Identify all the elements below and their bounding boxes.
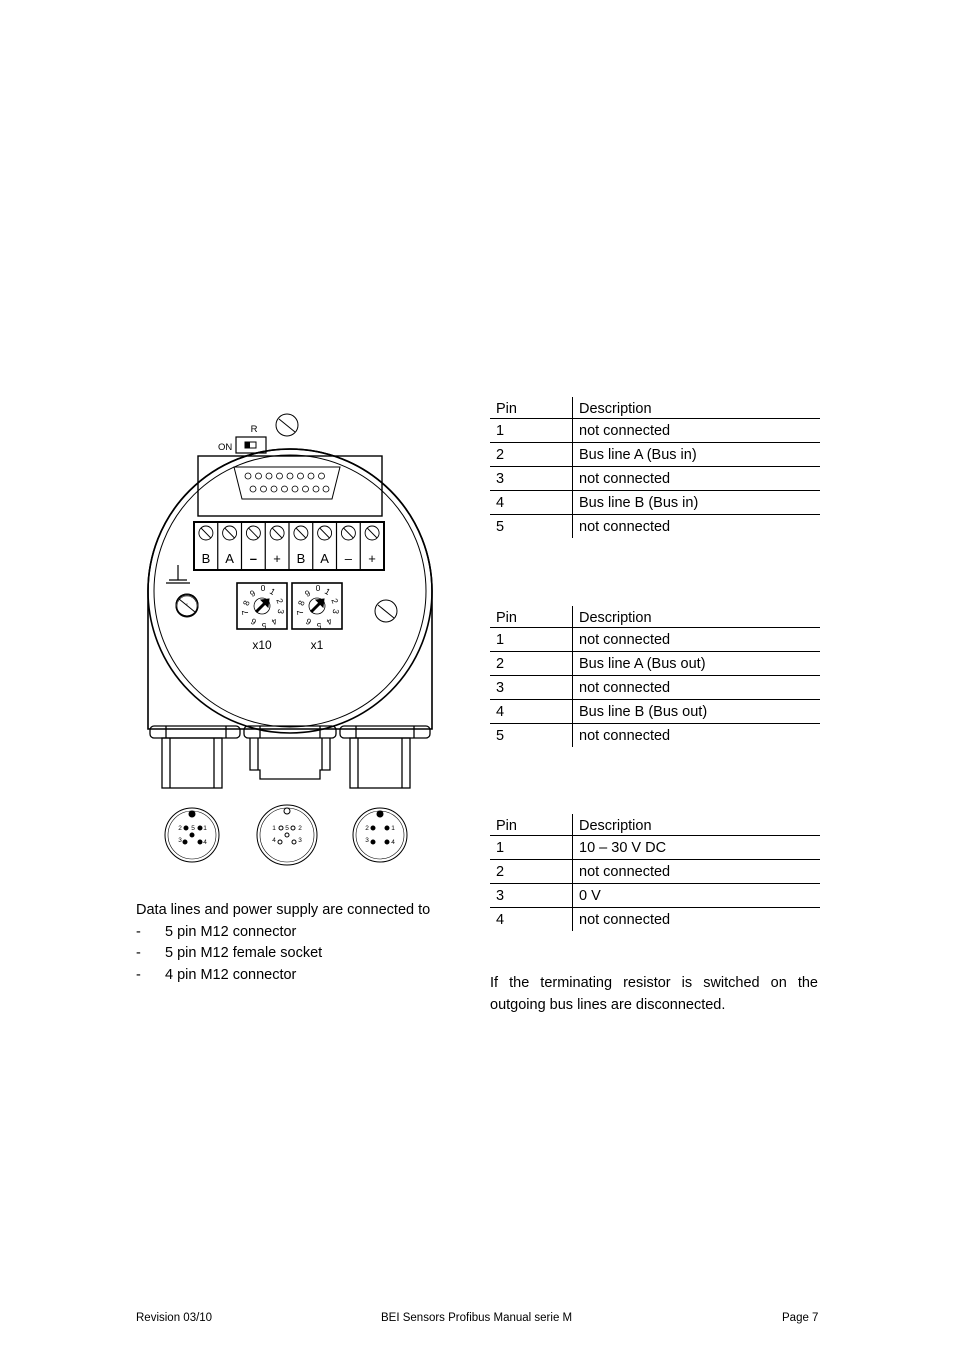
svg-text:5: 5 — [316, 621, 322, 631]
pinout-5pin-socket — [257, 805, 317, 865]
svg-text:1: 1 — [322, 585, 333, 597]
column-header-description: Description — [573, 814, 821, 836]
svg-text:1: 1 — [391, 825, 395, 832]
dial-label-x1: x1 — [310, 638, 324, 652]
pin-table-bus-in — [490, 397, 820, 538]
pin-table-bus-out — [490, 606, 820, 747]
table-row: 1 10 – 30 V DC — [490, 836, 820, 860]
switch-label-on: ON — [218, 442, 233, 453]
table-row: 4 not connected — [490, 908, 820, 932]
svg-text:2: 2 — [365, 825, 369, 832]
table-row: 4 Bus line B (Bus out) — [490, 700, 820, 724]
svg-text:4: 4 — [269, 616, 280, 628]
svg-text:8: 8 — [240, 599, 252, 607]
footer-revision: Revision 03/10 — [136, 1312, 213, 1324]
svg-text:1: 1 — [267, 585, 278, 597]
table-row: 5 not connected — [490, 515, 820, 539]
svg-text:9: 9 — [247, 587, 258, 599]
svg-text:4: 4 — [203, 839, 207, 846]
svg-text:9: 9 — [302, 587, 313, 599]
svg-text:3: 3 — [275, 608, 287, 615]
svg-text:4: 4 — [272, 837, 276, 844]
column-header-pin: Pin — [490, 606, 573, 628]
column-header-description: Description — [573, 397, 821, 419]
terminal-label: A — [320, 551, 329, 566]
list-item: - 5 pin M12 connector — [136, 923, 297, 940]
svg-text:0: 0 — [315, 583, 321, 593]
termination-switch — [236, 437, 266, 453]
svg-text:3: 3 — [298, 837, 302, 844]
terminal-label: – — [344, 551, 353, 566]
svg-text:2: 2 — [298, 825, 302, 832]
m12-connector-right — [350, 738, 410, 788]
list-item: - 5 pin M12 female socket — [136, 945, 323, 961]
terminal-label: A — [225, 551, 234, 566]
dial-arrow-icon — [254, 598, 325, 614]
terminal-label: B — [201, 551, 211, 566]
dial-label-x10: x10 — [252, 638, 272, 652]
table-row: 3 not connected — [490, 676, 820, 700]
table-row: 1 not connected — [490, 628, 820, 652]
svg-text:3: 3 — [365, 837, 369, 844]
switch-label-r: R — [250, 424, 258, 435]
svg-text:0: 0 — [260, 583, 266, 593]
m12-socket-middle — [250, 738, 330, 779]
terminal-label: + — [368, 551, 376, 566]
svg-text:8: 8 — [295, 599, 307, 607]
svg-text:2: 2 — [329, 597, 341, 605]
svg-text:1: 1 — [272, 825, 276, 832]
housing-circle — [148, 449, 432, 733]
connection-description — [136, 900, 430, 986]
connector-list — [136, 922, 430, 987]
terminal-label: + — [273, 551, 281, 566]
table-row: 3 0 V — [490, 884, 820, 908]
svg-text:6: 6 — [303, 616, 314, 628]
column-header-pin: Pin — [490, 397, 573, 419]
terminal-label: B — [296, 551, 306, 566]
column-header-description: Description — [573, 606, 821, 628]
connection-cap-diagram — [130, 405, 450, 875]
table-row: 3 not connected — [490, 467, 820, 491]
table-row: 4 Bus line B (Bus in) — [490, 491, 820, 515]
svg-text:3: 3 — [178, 837, 182, 844]
connection-intro: Data lines and power supply are connected to — [136, 902, 431, 918]
svg-text:5: 5 — [191, 825, 195, 832]
footer-page-number: Page 7 — [782, 1312, 819, 1324]
table-row: 5 not connected — [490, 724, 820, 748]
svg-text:4: 4 — [324, 616, 335, 628]
pinout-4pin-connector — [353, 808, 407, 862]
table-row: 1 not connected — [490, 419, 820, 443]
table-row: 2 not connected — [490, 860, 820, 884]
footer-title: BEI Sensors Profibus Manual serie M — [381, 1312, 573, 1324]
terminating-resistor-note: If the terminating resistor is switched on the outgoing bus lines are disconnected. — [490, 975, 818, 1013]
dsub-connector — [234, 467, 340, 499]
pin-table-power — [490, 814, 820, 931]
svg-text:3: 3 — [330, 608, 342, 615]
svg-text:5: 5 — [285, 825, 289, 832]
pinout-5pin-connector — [165, 808, 219, 862]
ground-icon — [166, 565, 190, 583]
table-row: 2 Bus line A (Bus in) — [490, 443, 820, 467]
housing-outline — [148, 449, 432, 729]
m12-connector-left — [162, 738, 222, 788]
svg-text:5: 5 — [261, 621, 267, 631]
svg-text:6: 6 — [248, 616, 259, 628]
svg-text:2: 2 — [274, 597, 286, 605]
svg-text:1: 1 — [203, 825, 207, 832]
list-item: - 4 pin M12 connector — [136, 966, 297, 983]
terminal-label: – — [249, 551, 258, 566]
connector-nut-middle — [244, 726, 336, 738]
connector-nut-right — [340, 726, 430, 738]
svg-text:2: 2 — [178, 825, 182, 832]
column-header-pin: Pin — [490, 814, 573, 836]
svg-text:7: 7 — [239, 609, 251, 616]
svg-text:4: 4 — [391, 839, 395, 846]
svg-text:7: 7 — [294, 609, 306, 616]
table-row: 2 Bus line A (Bus out) — [490, 652, 820, 676]
